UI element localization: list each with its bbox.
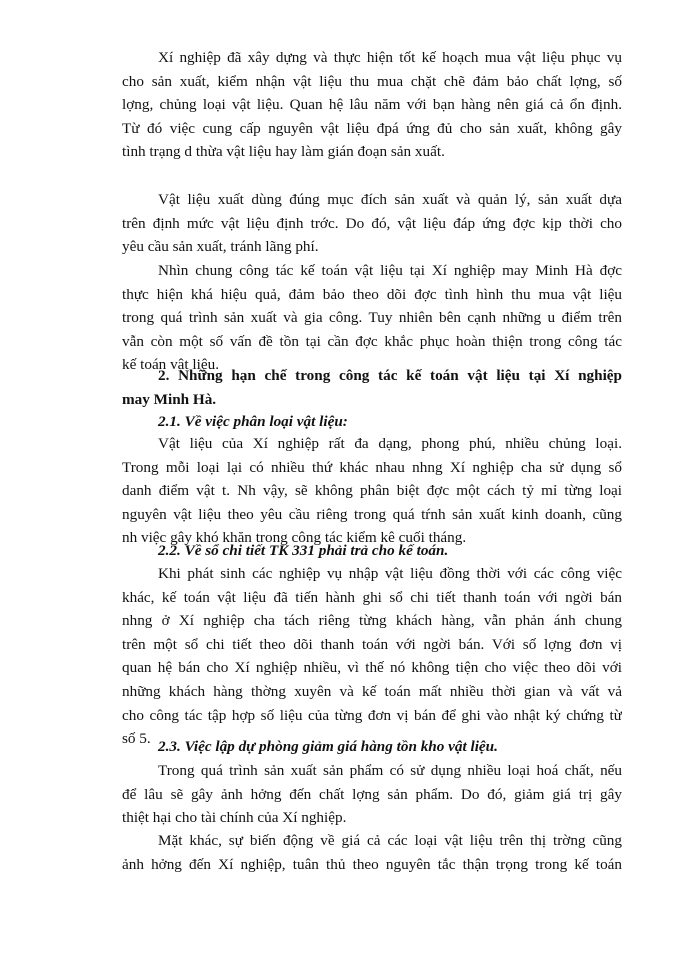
text-line: Trong mỗi loại lại có nhiều thứ khác nhau nhng Xí nghiệp cha sử dụng sổ (122, 458, 622, 476)
text-line: thực hiện khá hiệu quả, đảm bảo theo dõi đợc tình hình thu mua vật liệu (122, 285, 622, 303)
text-line: số 5. (122, 730, 151, 748)
text-line: kế toán vật liệu. (122, 356, 219, 374)
text-line: vẫn còn một số vấn đề tồn tại cần đợc khắc phục hoàn thiện trong công tác (122, 332, 622, 350)
heading-line: 2. Những hạn chế trong công tác kế toán vật liệu tại Xí nghiệp (158, 367, 622, 384)
paragraph-overview (122, 259, 622, 377)
text-line: những khách hàng thờng xuyên và kế toán mất nhiều thời gian và vất vả (122, 682, 622, 700)
text-line: tình trạng d thừa vật liệu hay làm gián đoạn sản xuất. (122, 143, 445, 161)
text-line: để lâu sẽ gây ảnh hởng đến chất lợng sản phẩm. Do đó, giảm giá trị gây (122, 785, 622, 803)
text-line: nhng ở Xí nghiệp cha tách riêng từng khách hàng, vẫn phản ánh chung (122, 612, 622, 630)
heading-line: may Minh Hà. (122, 390, 217, 408)
text-line: Nhìn chung công tác kế toán vật liệu tại Xí nghiệp may Minh Hà đợc (158, 262, 622, 279)
subheading-ledger-331 (122, 539, 622, 563)
text-line: yêu cầu sản xuất, tránh lãng phí. (122, 238, 319, 256)
text-line: Xí nghiệp đã xây dựng và thực hiện tốt kế hoạch mua vật liệu phục vụ (158, 49, 622, 66)
paragraph-ledger (122, 562, 622, 751)
text-line: Vật liệu xuất dùng đúng mục đích sản xuất và quản lý, sản xuất dựa (158, 191, 622, 208)
text-line: thiệt hại cho tài chính của Xí nghiệp. (122, 809, 347, 827)
text-line: Từ đó việc cung cấp nguyên vật liệu đpá ứng đủ cho sản xuất, không gây (122, 119, 622, 137)
section-heading-limitations (122, 364, 622, 411)
text-line: trong quá trình sản xuất và gia công. Tuy nhiên bên cạnh những u điểm trên (122, 309, 622, 327)
subheading-line: 2.2. Về sổ chi tiết TK 331 phải trả cho kế toán. (158, 542, 449, 559)
text-line: Mặt khác, sự biến động về giá cả các loại vật liệu trên thị trờng cũng (158, 832, 622, 849)
subheading-line: 2.1. Về việc phân loại vật liệu: (158, 413, 348, 430)
subheading-material-classification (122, 410, 622, 434)
text-line: ảnh hởng đến Xí nghiệp, tuân thủ theo nguyên tắc thận trọng trong kế toán (122, 855, 622, 873)
text-line: nh việc gây khó khăn trong công tác kiểm kê cuối tháng. (122, 529, 467, 547)
text-line: lợng, chủng loại vật liệu. Quan hệ lâu năm với bạn hàng nên giá cả ổn định. (122, 96, 622, 114)
text-line: trên một sổ chi tiết theo dõi thanh toán với ngời bán. Với số lợng đơn vị (122, 635, 622, 653)
text-line: khác, kế toán vật liệu đã tiến hành ghi sổ chi tiết thanh toán với ngời bán (122, 588, 622, 606)
paragraph-classification (122, 432, 622, 550)
text-line: quan hệ bán cho Xí nghiệp nhiều, vì thế nó không tiện cho việc theo dõi với (122, 659, 622, 677)
text-line: cho sản xuất, kiểm nhận vật liệu thu mua chặt chẽ đảm bảo chất lợng, số (122, 72, 622, 90)
paragraph-purchasing (122, 46, 622, 164)
text-line: Khi phát sinh các nghiệp vụ nhập vật liệu đồng thời với các công việc (158, 565, 622, 582)
text-line: cho công tác tập hợp số liệu của từng đơn vị bán để ghi vào nhật ký chứng từ (122, 706, 622, 724)
paragraph-usage (122, 188, 622, 259)
text-line: danh điểm vật t. Nh vậy, sẽ không phân biệt đợc một cách tỷ mỉ từng loại (122, 482, 622, 500)
text-line: Vật liệu của Xí nghiệp rất đa dạng, phong phú, nhiều chủng loại. (158, 435, 622, 452)
text-line: trên định mức vật liệu định trớc. Do đó, vật liệu đáp ứng đợc kịp thời cho (122, 214, 622, 232)
text-line: nguyên vật liệu theo yêu cầu riêng trong quá tŕnh sản xuất kinh doanh, cũng (122, 505, 622, 523)
text-line: Trong quá trình sản xuất sản phẩm có sử dụng nhiều loại hoá chất, nếu (158, 762, 622, 779)
subheading-line: 2.3. Việc lập dự phòng giảm giá hàng tồn kho vật liệu. (158, 738, 498, 755)
paragraph-price-fluctuation (122, 829, 622, 876)
paragraph-provision (122, 759, 622, 830)
subheading-inventory-provision (122, 735, 622, 759)
